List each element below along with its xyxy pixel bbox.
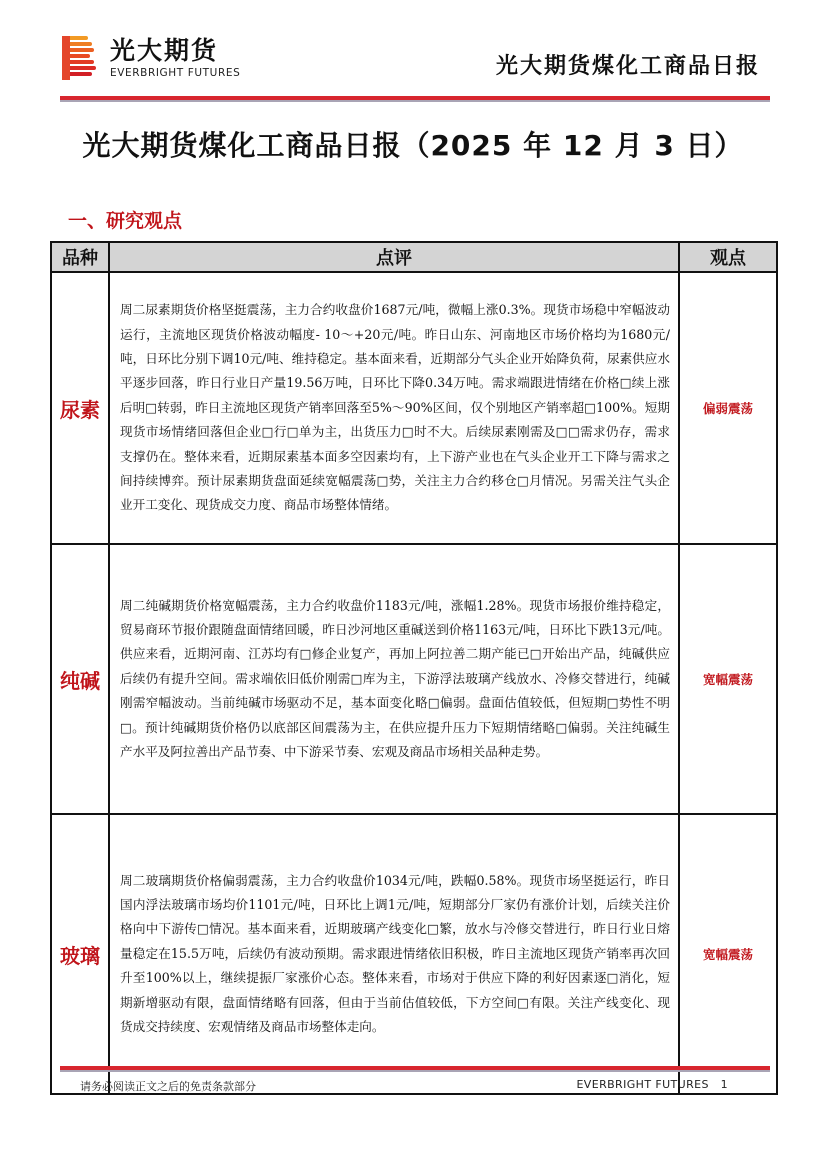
page-number: 1 (720, 1078, 728, 1091)
view-cell: 宽幅震荡 (679, 814, 777, 1094)
footer-divider (60, 1066, 770, 1070)
research-views-table (50, 241, 778, 1095)
header-title: 光大期货煤化工商品日报 (495, 54, 760, 79)
header-view: 观点 (679, 242, 777, 272)
logo-english-name: EVERBRIGHT FUTURES (110, 67, 241, 79)
variety-cell: 尿素 (51, 272, 109, 544)
table-row-urea (51, 272, 777, 544)
footer-brand (576, 1078, 728, 1091)
view-cell: 偏弱震荡 (679, 272, 777, 544)
company-logo (62, 36, 240, 80)
comment-cell: 周二玻璃期货价格偏弱震荡，主力合约收盘价1034元/吨，跌幅0.58%。现货市场坚挺运行，昨日国内浮法玻璃市场均价1101元/吨，日环比上调1元/吨，短期部分厂家仍有涨价计划，后续关注价格向中下游传□情况。基本面来看，近期玻璃产线变化□繁，放水与冷修交替进行，昨日行业日熔量稳定在15.5万吨，后续仍有波动预期。需求跟进情绪依旧积极，昨日主流地区现货产销率再次回升至100%以上，继续提振厂家涨价心态。整体来看，市场对于供应下降的利好因素逐□消化，短期新增驱动有限，盘面情绪略有回落，但由于当前估值较低，下方空间□有限。关注产线变化、现货成交持续度、宏观情绪及商品市场整体走向。 (109, 814, 679, 1094)
logo-chinese-name: 光大期货 (110, 36, 219, 65)
header-variety: 品种 (51, 242, 109, 272)
view-cell: 宽幅震荡 (679, 544, 777, 814)
comment-cell: 周二纯碱期货价格宽幅震荡，主力合约收盘价1183元/吨，涨幅1.28%。现货市场报价维持稳定，贸易商环节报价跟随盘面情绪回暖，昨日沙河地区重碱送到价格1163元/吨，日环比下跌13元/吨。供应来看，近期河南、江苏均有□修企业复产，再加上阿拉善二期产能已□开始出产品，纯碱供应后续仍有提升空间。需求端依旧低价刚需□库为主，下游浮法玻璃产线放水、冷修交替进行，纯碱刚需窄幅波动。当前纯碱市场驱动不足，基本面变化略□偏弱。盘面估值较低，但短期□势性不明□。预计纯碱期货价格仍以底部区间震荡为主，在供应提升压力下短期情绪略□偏弱。关注纯碱生产水平及阿拉善出产品节奏、中下游采节奏、宏观及商品市场相关品种走势。 (109, 544, 679, 814)
comment-cell: 周二尿素期货价格坚挺震荡，主力合约收盘价1687元/吨，微幅上涨0.3%。现货市场稳中窄幅波动运行，主流地区现货价格波动幅度- 10～+20元/吨。昨日山东、河南地区市场价格均为1680元/吨，日环比分别下调10元/吨、维持稳定。基本面来看，近期部分气头企业开始降负荷，尿素供应水平逐步回落，昨日行业日产量19.56万吨，日环比下降0.34万吨。需求端跟进情绪在价格□续上涨后明□转弱，昨日主流地区现货产销率回落至5%～90%区间，仅个别地区产销率超□100%。短期现货市场情绪回落但企业□行□单为主，出货压力□时不大。后续尿素刚需及□□需求仍存，需求支撑仍在。整体来看，近期尿素基本面多空因素均有，上下游产业也在气头企业开工下降与需求之间持续博弈。预计尿素期货盘面延续宽幅震荡□势，关注主力合约移仓□月情况。另需关注气头企业开工变化、现货成交力度、商品市场整体情绪。 (109, 272, 679, 544)
header-divider (60, 96, 770, 100)
footer-disclaimer: 请务必阅读正文之后的免责条款部分 (80, 1080, 256, 1093)
table-header-row (51, 242, 777, 272)
table-row-glass (51, 814, 777, 1094)
document-title: 光大期货煤化工商品日报（2025 年 12 月 3 日） (82, 129, 744, 162)
table-row-soda-ash (51, 544, 777, 814)
variety-cell: 纯碱 (51, 544, 109, 814)
everbright-logo-icon (62, 36, 96, 80)
variety-cell: 玻璃 (51, 814, 109, 1094)
section-title: 一、研究观点 (68, 210, 183, 232)
header-comment: 点评 (109, 242, 679, 272)
footer-brand-name: EVERBRIGHT FUTURES (576, 1078, 709, 1091)
